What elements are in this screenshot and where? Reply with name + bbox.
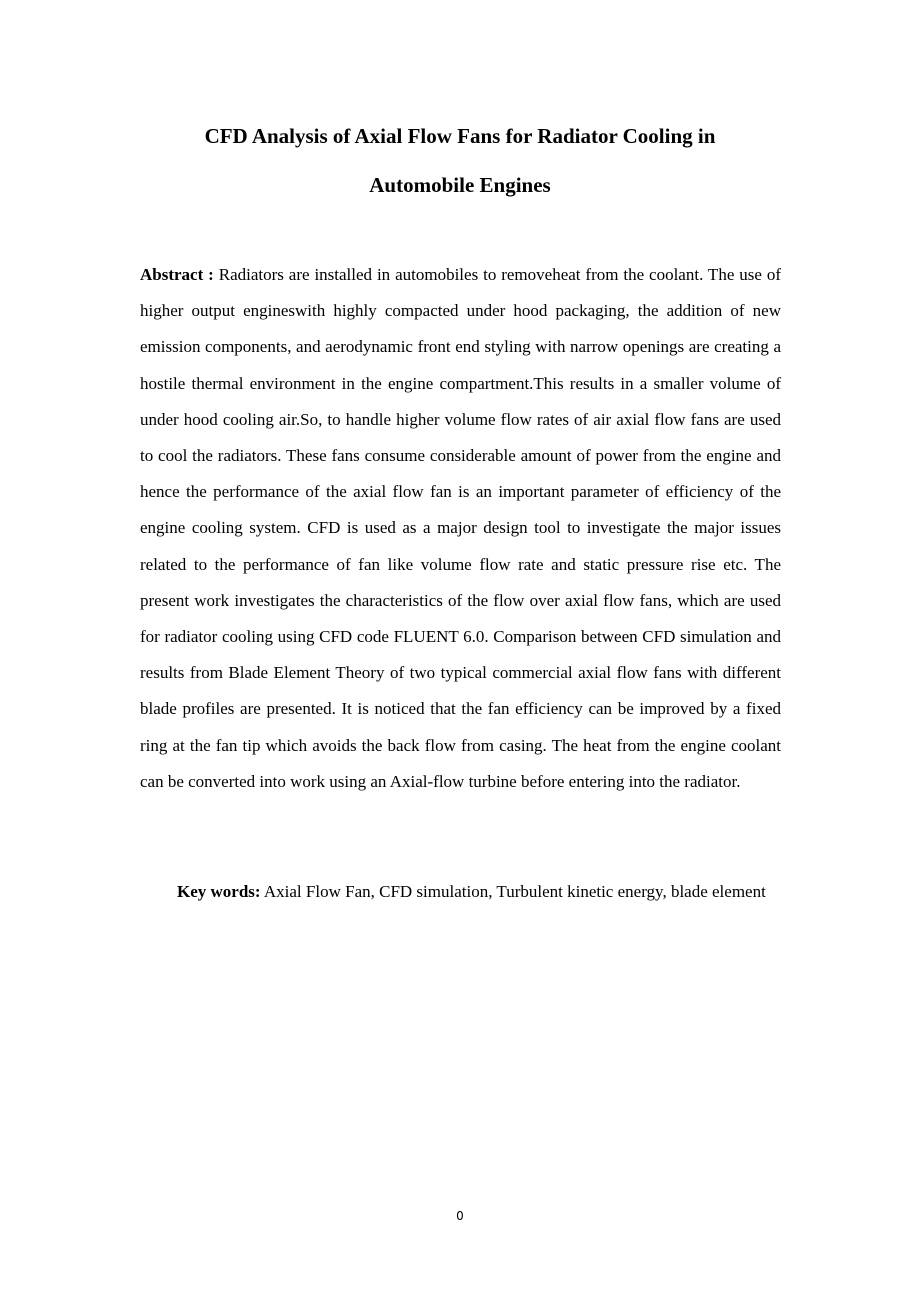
abstract-text: Radiators are installed in automobiles to removeheat from the coolant. The use of higher output engineswith highly compacted under hood packaging, the addition of new emission components, and aerodynamic front end styling with narrow openings are creating a hostile thermal environment in the engine compartment.This results in a smaller volume of under hood cooling air.So, to handle higher volume flow rates of air axial flow fans are used to cool the radiators. These fans consume considerable amount of power from the engine and hence the performance of the axial flow fan is an important parameter of efficiency of the engine cooling system. CFD is used as a major design tool to investigate the major issues related to the performance of fan like volume flow rate and static pressure rise etc. The present work investigates the characteristics of the flow over axial flow fans, which are used for radiator cooling using CFD code FLUENT 6.0. Comparison between CFD simulation and results from Blade Element Theory of two typical commercial axial flow fans with different blade profiles are presented. It is noticed that the fan efficiency can be improved by a fixed ring at the fan tip which avoids the back flow from casing. The heat from the engine coolant can be converted into work using an Axial-flow turbine before entering into the radiator. — [140, 265, 781, 791]
keywords-label: Key words: — [177, 882, 261, 901]
keywords-paragraph — [140, 874, 781, 910]
keywords-text: Axial Flow Fan, CFD simulation, Turbulent kinetic energy, blade element — [263, 882, 766, 901]
abstract-label: Abstract : — [140, 265, 214, 284]
paper-title-line-1: CFD Analysis of Axial Flow Fans for Radiator Cooling in — [204, 124, 716, 148]
abstract-paragraph — [140, 257, 781, 800]
page-number: 0 — [456, 1209, 464, 1223]
paper-title-line-2: Automobile Engines — [369, 173, 551, 197]
